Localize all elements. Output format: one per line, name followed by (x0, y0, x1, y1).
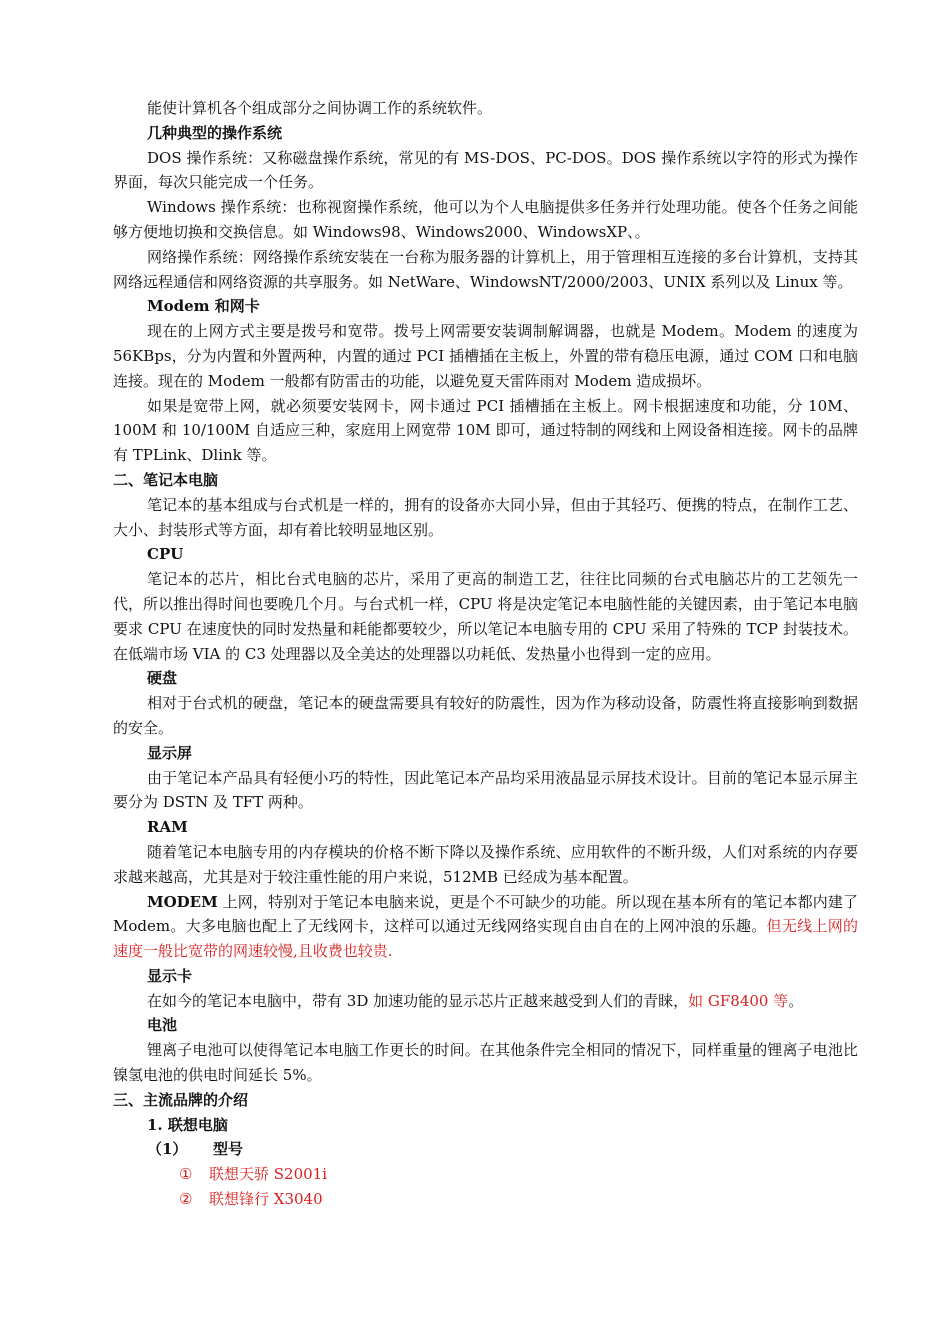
list-item (113, 1187, 858, 1212)
highlighted-note: 如 GF8400 等 (688, 991, 789, 1010)
sub-number: （1） (147, 1140, 188, 1159)
paragraph: 如果是宽带上网，就必须要安装网卡，网卡通过 PCI 插槽插在主板上。网卡根据速度和功能，分 10M、100M 和 10/100M 自适应三种，家庭用上网宽带 10M 即可，通过特制的网线和上网设备相连接。网卡的品牌有 TPLink、Dlink 等。 (113, 396, 858, 465)
section-heading: 电池 (147, 1016, 178, 1035)
section-heading: 几种典型的操作系统 (147, 123, 283, 142)
paragraph: DOS 操作系统：又称磁盘操作系统，常见的有 MS-DOS、PC-DOS。DOS 操作系统以字符的形式为操作界面，每次只能完成一个任务。 (113, 148, 858, 192)
document-page (113, 96, 858, 1212)
highlighted-note: 但无线上网的速度一般比宽带的网速较慢,且收费也较贵. (113, 917, 858, 961)
section-heading: 显示卡 (147, 966, 193, 985)
list-item (113, 1162, 858, 1187)
sub-heading (113, 1137, 858, 1162)
paragraph-end: 。 (788, 991, 804, 1010)
section-heading: RAM (147, 818, 188, 837)
paragraph-modem (113, 890, 858, 964)
paragraph-text: 在如今的笔记本电脑中，带有 3D 加速功能的显示芯片正越来越受到人们的青睐， (147, 991, 689, 1010)
paragraph: 笔记本的芯片，相比台式电脑的芯片，采用了更高的制造工艺，往往比同频的台式电脑芯片的工艺领先一代，所以推出得时间也要晚几个月。与台式机一样，CPU 将是决定笔记本电脑性能的关键因素，由于笔记本电脑要求 CPU 在速度快的同时发热量和耗能都要较少，所以笔记本电脑专用的 CPU 采用了特殊的 TCP 封装技术。在低端市场 VIA 的 C3 处理器以及全美达的处理器以功耗低、发热量小也得到一定的应用。 (113, 570, 858, 663)
subsection-heading: 1. 联想电脑 (147, 1115, 228, 1134)
paragraph: 现在的上网方式主要是拨号和宽带。拨号上网需要安装调制解调器，也就是 Modem。Modem 的速度为 56KBps，分为内置和外置两种，内置的通过 PCI 插槽插在主板上，外置的带有稳压电源，通过 COM 口和电脑连接。现在的 Modem 一般都有防雷击的功能，以避免夏天雷阵雨对 Modem 造成损坏。 (113, 322, 858, 390)
sub-label: 型号 (213, 1140, 244, 1159)
paragraph: 笔记本的基本组成与台式机是一样的，拥有的设备亦大同小异，但由于其轻巧、便携的特点，在制作工艺、大小、封装形式等方面，却有着比较明显地区别。 (113, 495, 858, 539)
section-heading: Modem 和网卡 (147, 297, 260, 316)
paragraph: 随着笔记本电脑专用的内存模块的价格不断下降以及操作系统、应用软件的不断升级，人们对系统的内存要求越来越高，尤其是对于较注重性能的用户来说，512MB 已经成为基本配置。 (113, 842, 858, 886)
paragraph: 能使计算机各个组成部分之间协调工作的系统软件。 (147, 99, 493, 117)
paragraph-text: 上网，特别对于笔记本电脑来说，更是个不可缺少的功能。所以现在基本所有的笔记本都内建了 Modem。大多电脑也配上了无线网卡，这样可以通过无线网络实现自由自在的上网冲浪的乐趣。 (113, 892, 858, 936)
section-heading: 硬盘 (147, 669, 178, 688)
paragraph: 网络操作系统：网络操作系统安装在一台称为服务器的计算机上，用于管理相互连接的多台计算机，支持其网络远程通信和网络资源的共享服务。如 NetWare、WindowsNT/2000/2003、UNIX 系列以及 Linux 等。 (113, 247, 858, 291)
paragraph: Windows 操作系统：也称视窗操作系统，他可以为个人电脑提供多任务并行处理功能。使各个任务之间能够方便地切换和交换信息。如 Windows98、Windows2000、WindowsXP、。 (113, 198, 858, 241)
chapter-heading: 三、主流品牌的介绍 (113, 1090, 249, 1109)
paragraph-graphics (113, 989, 858, 1014)
list-number: ① (179, 1165, 193, 1184)
modem-bold-term: MODEM (147, 892, 218, 911)
paragraph: 锂离子电池可以使得笔记本电脑工作更长的时间。在其他条件完全相同的情况下，同样重量的锂离子电池比镍氢电池的供电时间延长 5%。 (113, 1041, 858, 1085)
section-heading: 显示屏 (147, 743, 193, 762)
list-number: ② (179, 1190, 193, 1209)
section-heading: CPU (147, 545, 184, 564)
list-text: 联想锋行 X3040 (209, 1190, 323, 1209)
chapter-heading: 二、笔记本电脑 (113, 470, 219, 489)
paragraph: 相对于台式机的硬盘，笔记本的硬盘需要具有较好的防震性，因为作为移动设备，防震性将直接影响到数据的安全。 (113, 694, 858, 737)
paragraph: 由于笔记本产品具有轻便小巧的特性，因此笔记本产品均采用液晶显示屏技术设计。目前的笔记本显示屏主要分为 DSTN 及 TFT 两种。 (113, 768, 858, 812)
list-text: 联想天骄 S2001i (209, 1165, 328, 1184)
